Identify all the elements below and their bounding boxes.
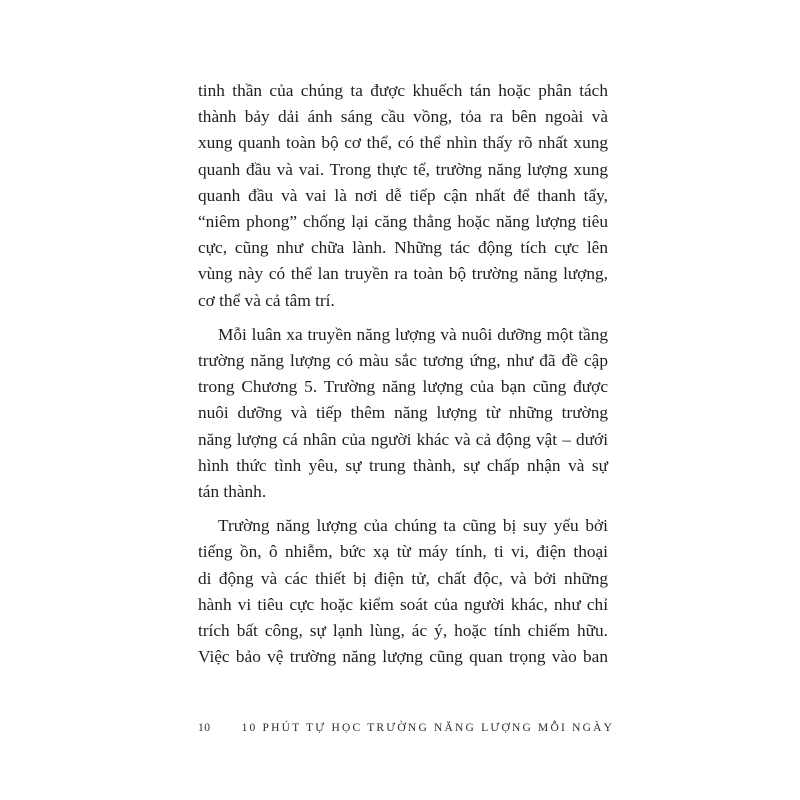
text-line: thành bảy dải ánh sáng cầu vồng, tỏa ra bên ngoài và xyxy=(198,107,608,127)
text-line: hình thức tình yêu, sự trung thành, sự chấp nhận và sự xyxy=(198,455,608,475)
text-line: tán thành. xyxy=(198,482,267,502)
running-title: 10 PHÚT TỰ HỌC TRƯỜNG NĂNG LƯỢNG MỖI NGÀY xyxy=(241,722,615,734)
page-footer xyxy=(198,722,614,734)
page-number: 10 xyxy=(198,722,211,734)
text-line: trong Chương 5. Trường năng lượng của bạn cũng được xyxy=(198,377,608,397)
paragraph-2 xyxy=(198,322,608,505)
text-line: tinh thần của chúng ta được khuếch tán hoặc phân tách xyxy=(198,81,608,100)
text-line: cơ thể và cả tâm trí. xyxy=(198,290,335,310)
text-line: tiếng ồn, ô nhiễm, bức xạ từ máy tính, ti vi, điện thoại xyxy=(198,542,608,562)
body-text xyxy=(198,78,608,678)
text-line: Mỗi luân xa truyền năng lượng và nuôi dưỡng một tầng xyxy=(218,324,608,344)
text-line: Việc bảo vệ trường năng lượng cũng quan trọng vào ban xyxy=(198,647,608,667)
text-line: nuôi dưỡng và tiếp thêm năng lượng từ những trường xyxy=(198,403,608,423)
text-line: cực, cũng như chữa lành. Những tác động tích cực lên xyxy=(198,238,608,258)
text-line: quanh đầu và vai là nơi dễ tiếp cận nhất để thanh tẩy, xyxy=(198,185,608,205)
text-line: quanh đầu và vai. Trong thực tế, trường năng lượng xung xyxy=(198,159,608,179)
text-line: di động và các thiết bị điện tử, chất độc, và bởi những xyxy=(198,568,608,588)
text-line: hành vi tiêu cực hoặc kiểm soát của người khác, như chỉ xyxy=(198,594,608,614)
paragraph-1 xyxy=(198,78,608,314)
text-line: trích bất công, sự lạnh lùng, ác ý, hoặc tính chiếm hữu. xyxy=(198,621,608,641)
paragraph-3 xyxy=(198,513,608,670)
text-line: vùng này có thể lan truyền ra toàn bộ trường năng lượng, xyxy=(198,264,608,284)
text-line: năng lượng cá nhân của người khác và cả động vật – dưới xyxy=(198,429,608,449)
text-line: Trường năng lượng của chúng ta cũng bị suy yếu bởi xyxy=(218,516,608,536)
text-line: “niêm phong” chống lại căng thẳng hoặc năng lượng tiêu xyxy=(198,212,608,232)
text-line: xung quanh toàn bộ cơ thể, có thể nhìn thấy rõ nhất xung xyxy=(198,133,608,153)
text-line: trường năng lượng có màu sắc tương ứng, như đã đề cập xyxy=(198,351,608,371)
